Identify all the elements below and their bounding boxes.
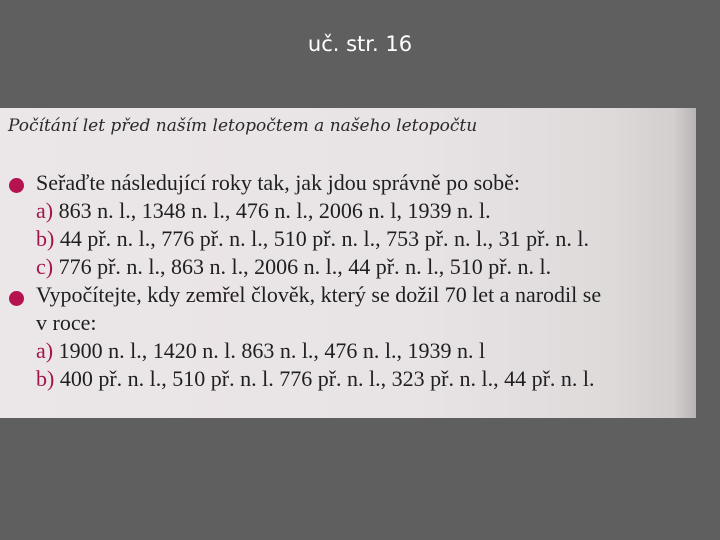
bullet-icon: [9, 291, 24, 306]
task1-instruction: Seřaďte následující roky tak, jak jdou správně po sobě:: [36, 170, 521, 195]
slide-title: uč. str. 16: [307, 32, 413, 56]
item-text: 400 př. n. l., 510 př. n. l. 776 př. n. l., 323 př. n. l., 44 př. n. l.: [59, 366, 595, 391]
task1-item-b: [36, 226, 589, 252]
task1-item-a: [36, 198, 491, 224]
item-letter: a): [36, 198, 54, 223]
item-text: 1900 n. l., 1420 n. l. 863 n. l., 476 n. l., 1939 n. l: [58, 338, 486, 363]
task2-item-b: [36, 366, 595, 392]
item-text: 44 př. n. l., 776 př. n. l., 510 př. n. l., 753 př. n. l., 31 př. n. l.: [59, 226, 590, 251]
page-edge-shadow: [672, 108, 696, 418]
task2-instruction-line2: v roce:: [36, 310, 97, 335]
item-text: 776 př. n. l., 863 n. l., 2006 n. l., 44 př. n. l., 510 př. n. l.: [58, 254, 552, 279]
task2-item-a: [36, 338, 485, 364]
item-text: 863 n. l., 1348 n. l., 476 n. l., 2006 n. l, 1939 n. l.: [58, 198, 491, 223]
bullet-icon: [9, 178, 24, 193]
item-letter: c): [36, 254, 54, 279]
item-letter: b): [36, 226, 55, 251]
task2-instruction-line1: Vypočítejte, kdy zemřel člověk, který se dožil 70 let a narodil se: [36, 282, 602, 307]
task1-item-c: [36, 254, 551, 280]
textbook-page-photo: [0, 108, 696, 418]
section-heading: Počítání let před naším letopočtem a našeho letopočtu: [8, 116, 478, 136]
item-letter: a): [36, 338, 54, 363]
item-letter: b): [36, 366, 55, 391]
